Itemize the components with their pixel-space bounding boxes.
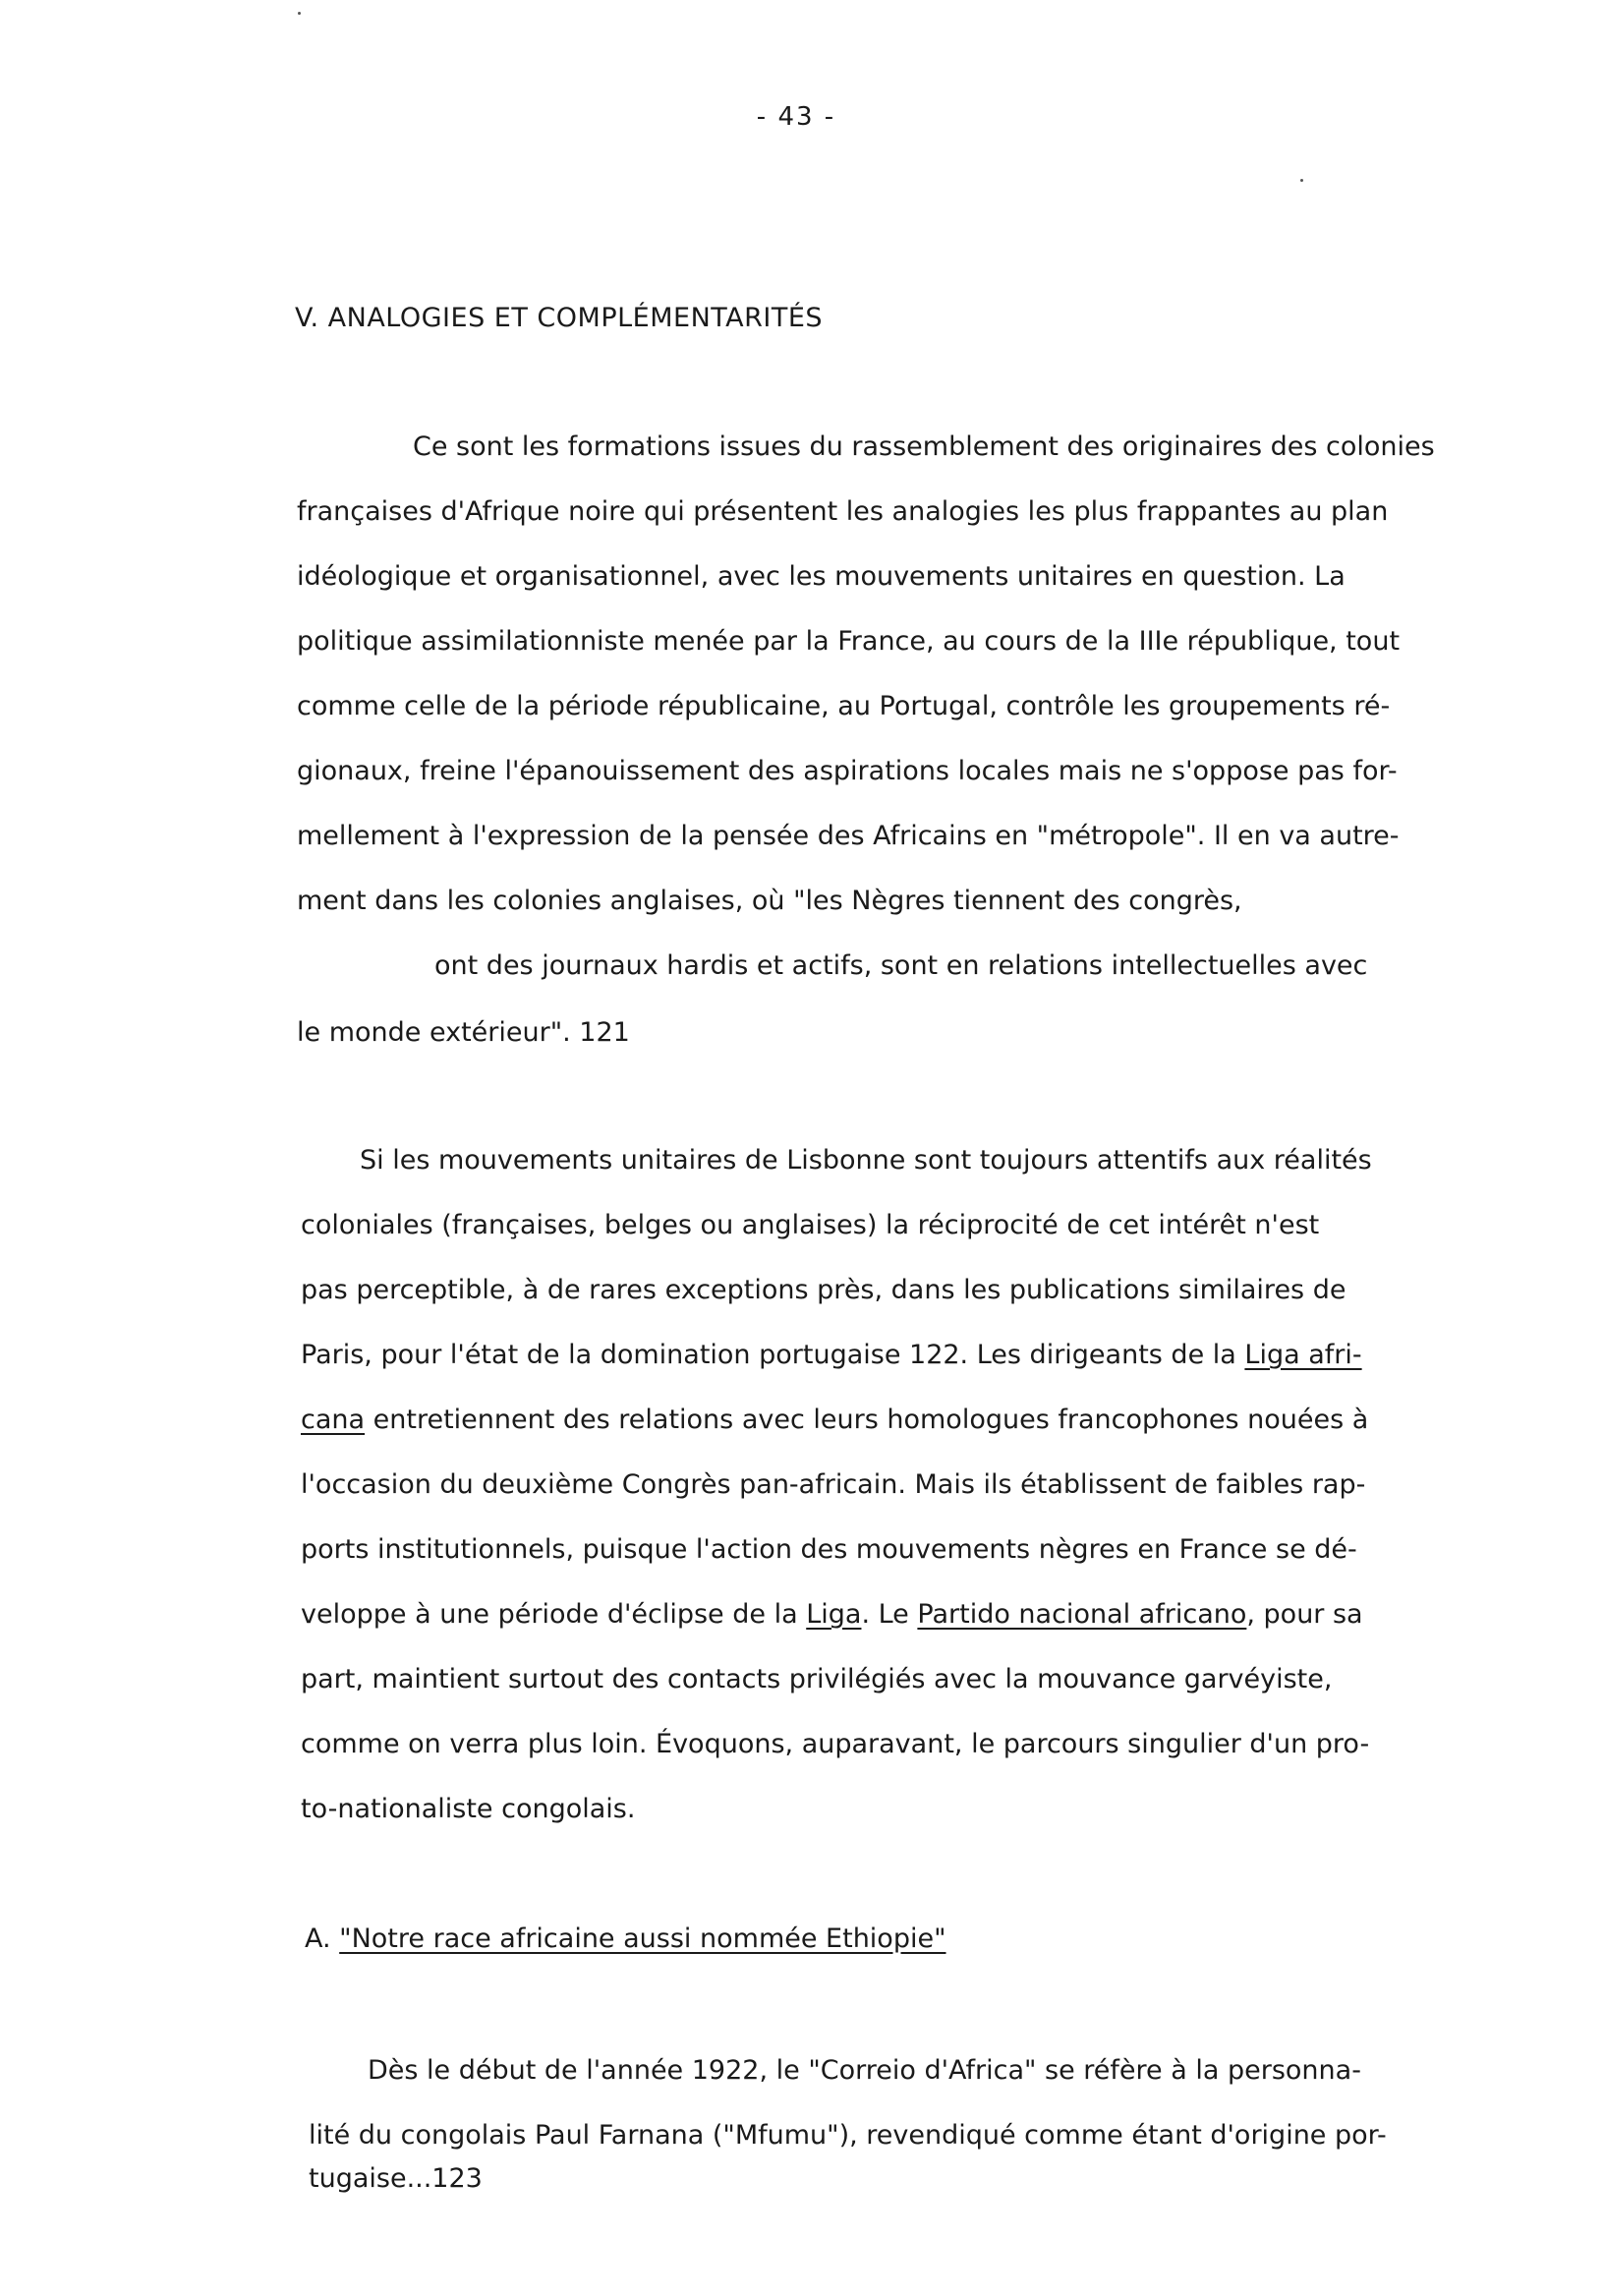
paragraph1-line: gionaux, freine l'épanouissement des aspirations locales mais ne s'oppose pas for-	[297, 756, 1398, 786]
paragraph2-line: pas perceptible, à de rares exceptions près, dans les publications similaires de	[301, 1275, 1346, 1305]
paragraph2-line: comme on verra plus loin. Évoquons, auparavant, le parcours singulier d'un pro-	[301, 1729, 1370, 1759]
paragraph2-line: part, maintient surtout des contacts privilégiés avec la mouvance garvéyiste,	[301, 1664, 1333, 1694]
text-run: entretiennent des relations avec leurs homologues francophones nouées à	[365, 1405, 1369, 1435]
paragraph2-line	[301, 1404, 1368, 1437]
paragraph2-line: l'occasion du deuxième Congrès pan-africain. Mais ils établissent de faibles rap-	[301, 1469, 1366, 1500]
paragraph1-line: politique assimilationniste menée par la France, au cours de la IIIe république, tout	[297, 626, 1401, 657]
paragraph2-line: coloniales (françaises, belges ou anglaises) la réciprocité de cet intérêt n'est	[301, 1210, 1320, 1240]
quote-line: ont des journaux hardis et actifs, sont en relations intellectuelles avec	[434, 950, 1368, 981]
paragraph3-line: tugaise...123	[309, 2163, 483, 2194]
paragraph3-line: lité du congolais Paul Farnana ("Mfumu"), revendiqué comme étant d'origine por-	[309, 2120, 1387, 2151]
text-run: veloppe à une période d'éclipse de la	[301, 1599, 807, 1630]
paragraph2-line	[301, 1598, 1363, 1632]
paragraph3-line: Dès le début de l'année 1922, le "Correio d'Africa" se réfère à la personna-	[368, 2055, 1361, 2086]
subsection-prefix: A.	[305, 1923, 340, 1954]
organization-name-liga-africana-cont: cana	[301, 1405, 366, 1435]
scan-speck	[1300, 179, 1303, 182]
paragraph1-line: françaises d'Afrique noire qui présentent les analogies les plus frappantes au plan	[297, 496, 1389, 527]
paragraph1-line: mellement à l'expression de la pensée des Africains en "métropole". Il en va autre-	[297, 821, 1400, 851]
organization-name-liga-africana: Liga afri-	[1244, 1340, 1362, 1370]
paragraph2-line: to-nationaliste congolais.	[301, 1794, 636, 1824]
subsection-title: "Notre race africaine aussi nommée Ethiopie"	[339, 1923, 946, 1954]
paragraph1-line: idéologique et organisationnel, avec les mouvements unitaires en question. La	[297, 561, 1346, 592]
paragraph1-line: comme celle de la période républicaine, au Portugal, contrôle les groupements ré-	[297, 691, 1391, 721]
quote-line: le monde extérieur". 121	[297, 1017, 630, 1048]
section-title: V. ANALOGIES ET COMPLÉMENTARITÉS	[295, 303, 824, 333]
organization-name-liga: Liga	[806, 1599, 862, 1630]
paragraph2-line: ports institutionnels, puisque l'action des mouvements nègres en France se dé-	[301, 1534, 1357, 1565]
organization-name-partido: Partido nacional africano	[917, 1599, 1247, 1630]
page-number: - 43 -	[756, 102, 836, 132]
paragraph1-line: Ce sont les formations issues du rassemblement des originaires des colonies	[413, 431, 1435, 462]
paragraph2-line	[301, 1339, 1362, 1372]
subsection-heading	[305, 1923, 946, 1956]
paragraph1-line: ment dans les colonies anglaises, où "les Nègres tiennent des congrès,	[297, 886, 1242, 916]
text-run: Paris, pour l'état de la domination portugaise 122. Les dirigeants de la	[301, 1340, 1245, 1370]
paragraph2-line: Si les mouvements unitaires de Lisbonne sont toujours attentifs aux réalités	[360, 1145, 1372, 1176]
text-run: , pour sa	[1246, 1599, 1363, 1630]
scan-speck	[298, 12, 301, 15]
text-run: . Le	[861, 1599, 918, 1630]
